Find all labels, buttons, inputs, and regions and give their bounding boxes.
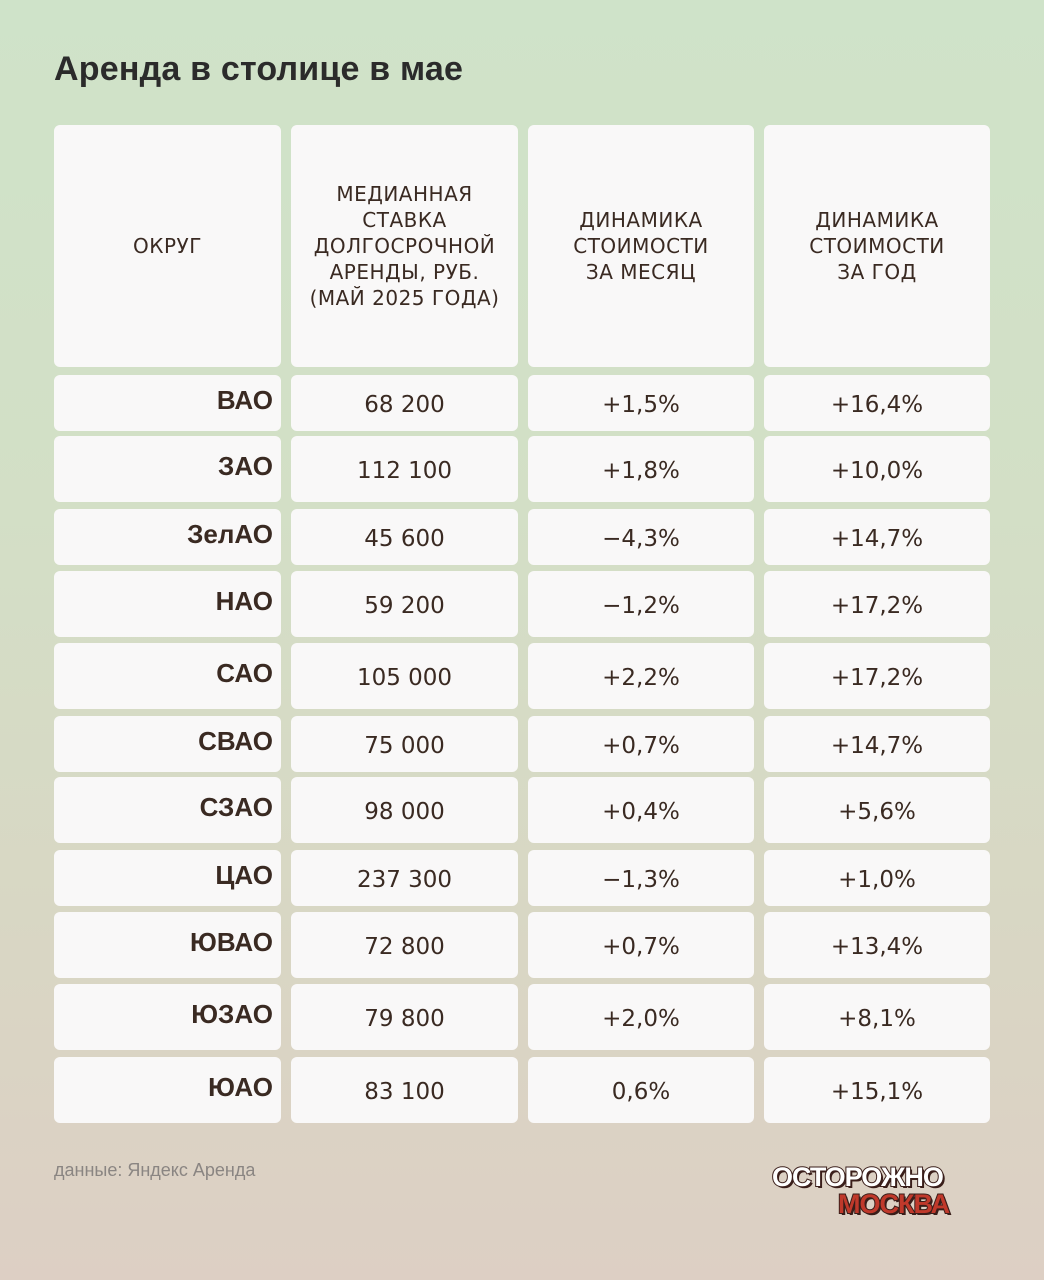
district-cell: ЗелАО bbox=[54, 509, 281, 565]
year-change-cell: +14,7% bbox=[764, 509, 990, 565]
year-change-cell: +10,0% bbox=[764, 436, 990, 502]
district-cell: ЮВАО bbox=[54, 912, 281, 978]
rate-cell: 59 200 bbox=[291, 571, 518, 637]
district-cell: СВАО bbox=[54, 716, 281, 772]
rate-cell: 79 800 bbox=[291, 984, 518, 1050]
rate-cell: 75 000 bbox=[291, 716, 518, 772]
month-change-cell: −1,3% bbox=[528, 850, 754, 906]
source-note: данные: Яндекс Аренда bbox=[54, 1160, 256, 1180]
district-cell: ЮЗАО bbox=[54, 984, 281, 1050]
month-change-cell: +1,8% bbox=[528, 436, 754, 502]
district-cell: НАО bbox=[54, 571, 281, 637]
header-district: ОКРУГ bbox=[54, 125, 281, 367]
rate-cell: 83 100 bbox=[291, 1057, 518, 1123]
district-cell: ВАО bbox=[54, 375, 281, 431]
month-change-cell: −1,2% bbox=[528, 571, 754, 637]
year-change-cell: +16,4% bbox=[764, 375, 990, 431]
month-change-cell: +0,7% bbox=[528, 716, 754, 772]
month-change-cell: 0,6% bbox=[528, 1057, 754, 1123]
logo-line-2: МОСКВА bbox=[838, 1189, 950, 1219]
year-change-cell: +5,6% bbox=[764, 777, 990, 843]
year-change-cell: +15,1% bbox=[764, 1057, 990, 1123]
header-median-rate: МЕДИАННАЯ СТАВКА ДОЛГОСРОЧНОЙ АРЕНДЫ, РУБ. (МАЙ 2025 ГОДА) bbox=[291, 125, 518, 367]
osторожно-moskva-logo bbox=[770, 1160, 975, 1222]
month-change-cell: +0,7% bbox=[528, 912, 754, 978]
month-change-cell: +1,5% bbox=[528, 375, 754, 431]
district-cell: ЮАО bbox=[54, 1057, 281, 1123]
district-cell: ЗАО bbox=[54, 436, 281, 502]
month-change-cell: +2,0% bbox=[528, 984, 754, 1050]
page-title: Аренда в столице в мае bbox=[54, 50, 464, 88]
rate-cell: 105 000 bbox=[291, 643, 518, 709]
district-cell: ЦАО bbox=[54, 850, 281, 906]
district-cell: САО bbox=[54, 643, 281, 709]
year-change-cell: +17,2% bbox=[764, 571, 990, 637]
month-change-cell: +0,4% bbox=[528, 777, 754, 843]
district-cell: СЗАО bbox=[54, 777, 281, 843]
logo-line-1: ОСТОРОЖНО bbox=[772, 1162, 943, 1192]
rate-cell: 98 000 bbox=[291, 777, 518, 843]
year-change-cell: +17,2% bbox=[764, 643, 990, 709]
year-change-cell: +14,7% bbox=[764, 716, 990, 772]
rate-cell: 68 200 bbox=[291, 375, 518, 431]
header-year-change: ДИНАМИКА СТОИМОСТИ ЗА ГОД bbox=[764, 125, 990, 367]
month-change-cell: −4,3% bbox=[528, 509, 754, 565]
header-month-change: ДИНАМИКА СТОИМОСТИ ЗА МЕСЯЦ bbox=[528, 125, 754, 367]
rate-cell: 72 800 bbox=[291, 912, 518, 978]
year-change-cell: +8,1% bbox=[764, 984, 990, 1050]
rate-cell: 112 100 bbox=[291, 436, 518, 502]
year-change-cell: +1,0% bbox=[764, 850, 990, 906]
rate-cell: 45 600 bbox=[291, 509, 518, 565]
rate-cell: 237 300 bbox=[291, 850, 518, 906]
year-change-cell: +13,4% bbox=[764, 912, 990, 978]
month-change-cell: +2,2% bbox=[528, 643, 754, 709]
